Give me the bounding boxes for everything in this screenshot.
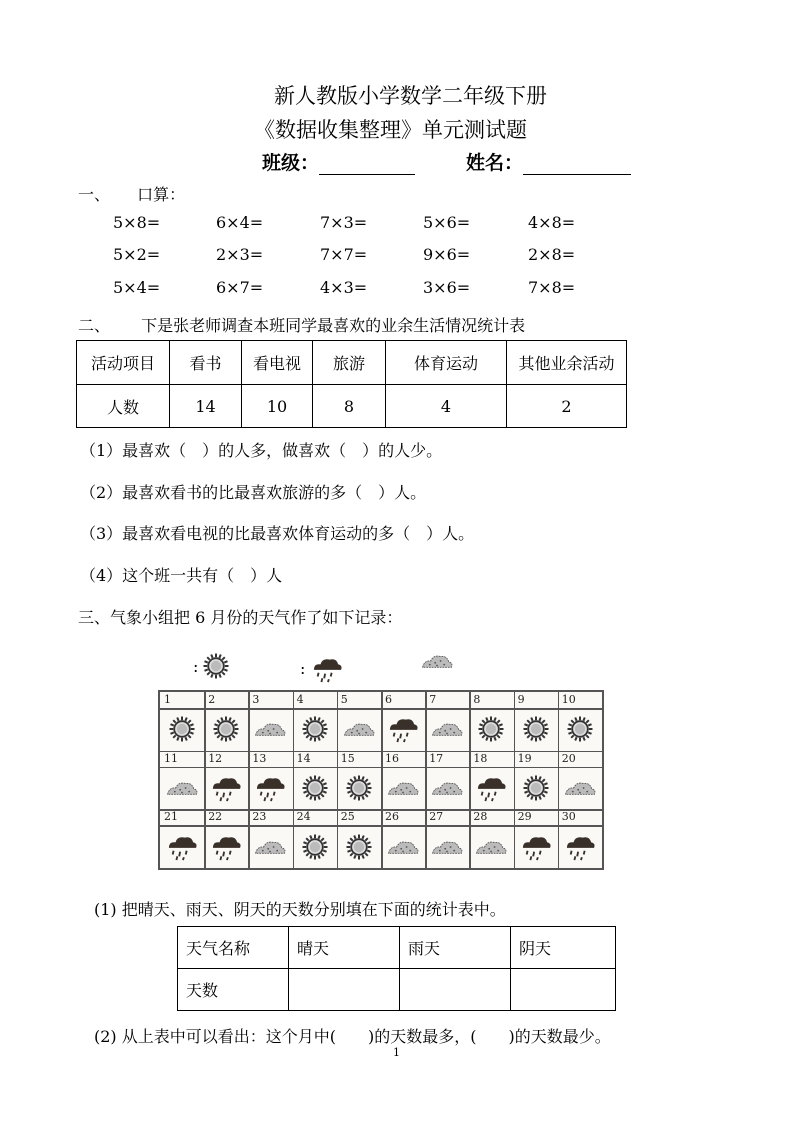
stat-header-2: 雨天 [400,927,511,969]
calc-item: 2×3= [216,245,264,264]
class-label: 班级： [262,152,320,174]
rain-cloud-icon [204,825,248,868]
name-blank[interactable] [523,154,631,175]
activity-cell-1: 14 [170,385,242,428]
cloud-icon [469,825,513,868]
day-number: 23 [252,810,267,824]
day-number: 27 [429,810,444,824]
stat-row-label: 天数 [178,969,289,1011]
day-number: 26 [385,810,399,824]
rain-cloud-icon [248,767,292,810]
day-number: 24 [296,810,311,824]
sun-icon [293,825,337,868]
day-number: 3 [252,693,260,706]
sun-icon [293,708,337,751]
name-label: 姓名： [466,152,524,174]
sun-icon [514,767,558,810]
sun-icon [337,825,381,868]
grid-line [160,809,602,811]
section3-question-1: (1) 把晴天、雨天、阴天的天数分别填在下面的统计表中。 [94,900,506,919]
section2-title: 下是张老师调查本班同学最喜欢的业余生活情况统计表 [141,316,526,335]
cloud-icon [248,825,292,868]
cloud-icon [420,652,454,674]
cloud-icon [425,825,469,868]
day-number: 25 [340,810,355,824]
day-number: 8 [473,693,481,706]
weather-calendar [158,690,604,870]
doc-title-line2: 《数据收集整理》单元测试题 [254,118,527,142]
calc-item: 4×3= [320,278,368,297]
day-number: 5 [340,693,348,706]
day-number: 10 [561,693,576,706]
stat-cell-sunny[interactable] [289,969,400,1011]
activity-header-4: 体育运动 [386,341,507,385]
day-number: 9 [517,693,525,706]
day-number: 21 [164,810,178,824]
day-number: 2 [208,693,216,706]
calc-item: 7×3= [320,213,368,232]
calc-item: 5×4= [113,278,161,297]
calc-item: 7×7= [320,245,368,264]
stat-cell-cloudy[interactable] [511,969,616,1011]
calc-item: 3×6= [423,278,471,297]
doc-title-line1: 新人教版小学数学二年级下册 [274,84,547,108]
activity-header-0: 活动项目 [77,341,170,385]
day-number: 30 [561,810,576,824]
activity-cell-2: 10 [242,385,313,428]
cloud-icon [425,708,469,751]
day-number: 7 [429,693,437,706]
cloud-icon [337,708,381,751]
rain-cloud-icon [558,825,602,868]
section1-title: 口算： [137,185,186,204]
section3-title: 三、气象小组把 6 月份的天气作了如下记录： [78,608,403,627]
day-number: 16 [385,751,399,765]
sun-icon [514,708,558,751]
day-number: 6 [385,693,392,706]
section2-number: 二、 [78,316,111,335]
activity-header-3: 旅游 [313,341,386,385]
calc-item: 6×7= [216,278,264,297]
calc-item: 5×2= [113,245,161,264]
grid-line [160,751,602,753]
stat-header-3: 阴天 [511,927,616,969]
cloud-icon [160,767,204,810]
day-number: 29 [517,810,532,824]
activity-header-1: 看书 [170,341,242,385]
activity-table [76,340,627,428]
day-number: 4 [296,693,304,706]
calc-item: 6×4= [216,213,264,232]
activity-cell-4: 4 [386,385,507,428]
day-number: 28 [473,810,488,824]
section1-number: 一、 [78,185,111,204]
cloud-icon [381,767,425,810]
cloud-icon [248,708,292,751]
day-number: 19 [517,751,532,765]
day-number: 20 [561,751,576,765]
rain-cloud-icon [469,767,513,810]
activity-cell-0: 人数 [77,385,170,428]
activity-cell-3: 8 [313,385,386,428]
sun-icon [293,767,337,810]
activity-cell-5: 2 [507,385,627,428]
question-1: （1）最喜欢（ ）的人多，做喜欢（ ）的人少。 [80,441,443,460]
sun-icon [203,653,229,683]
cloud-icon [558,767,602,810]
rain-cloud-icon [514,825,558,868]
rain-cloud-icon [204,767,248,810]
day-number: 11 [164,751,178,765]
calc-item: 5×8= [113,213,161,232]
sun-icon [469,708,513,751]
rain-cloud-icon [381,708,425,751]
question-4: （4）这个班一共有（ ）人 [80,566,283,585]
legend-separator: : [193,657,199,676]
activity-header-5: 其他业余活动 [507,341,627,385]
stat-header-1: 晴天 [289,927,400,969]
activity-header-2: 看电视 [242,341,313,385]
rain-cloud-icon [160,825,204,868]
sun-icon [558,708,602,751]
section3-question-2: (2) 从上表中可以看出：这个月中( )的天数最多，( )的天数最少。 [94,1027,611,1046]
rain-cloud-icon [310,655,344,687]
class-blank[interactable] [319,154,415,175]
calc-item: 7×8= [528,278,576,297]
calc-item: 4×8= [528,213,576,232]
question-3: （3）最喜欢看电视的比最喜欢体育运动的多（ ）人。 [80,524,475,543]
day-number: 15 [340,751,355,765]
calc-item: 9×6= [423,245,471,264]
sun-icon [160,708,204,751]
day-number: 22 [208,810,223,824]
stat-cell-rainy[interactable] [400,969,511,1011]
day-number: 18 [473,751,488,765]
day-number: 14 [296,751,311,765]
day-number: 17 [429,751,444,765]
weather-stat-table [177,926,616,1011]
question-2: （2）最喜欢看书的比最喜欢旅游的多（ ）人。 [80,483,427,502]
page-number: 1 [393,1046,400,1059]
legend-separator: : [300,659,306,678]
cloud-icon [425,767,469,810]
sun-icon [204,708,248,751]
day-number: 1 [164,693,171,706]
calc-item: 2×8= [528,245,576,264]
stat-header-0: 天气名称 [178,927,289,969]
day-number: 12 [208,751,223,765]
cloud-icon [381,825,425,868]
calc-item: 5×6= [423,213,471,232]
day-number: 13 [252,751,267,765]
sun-icon [337,767,381,810]
